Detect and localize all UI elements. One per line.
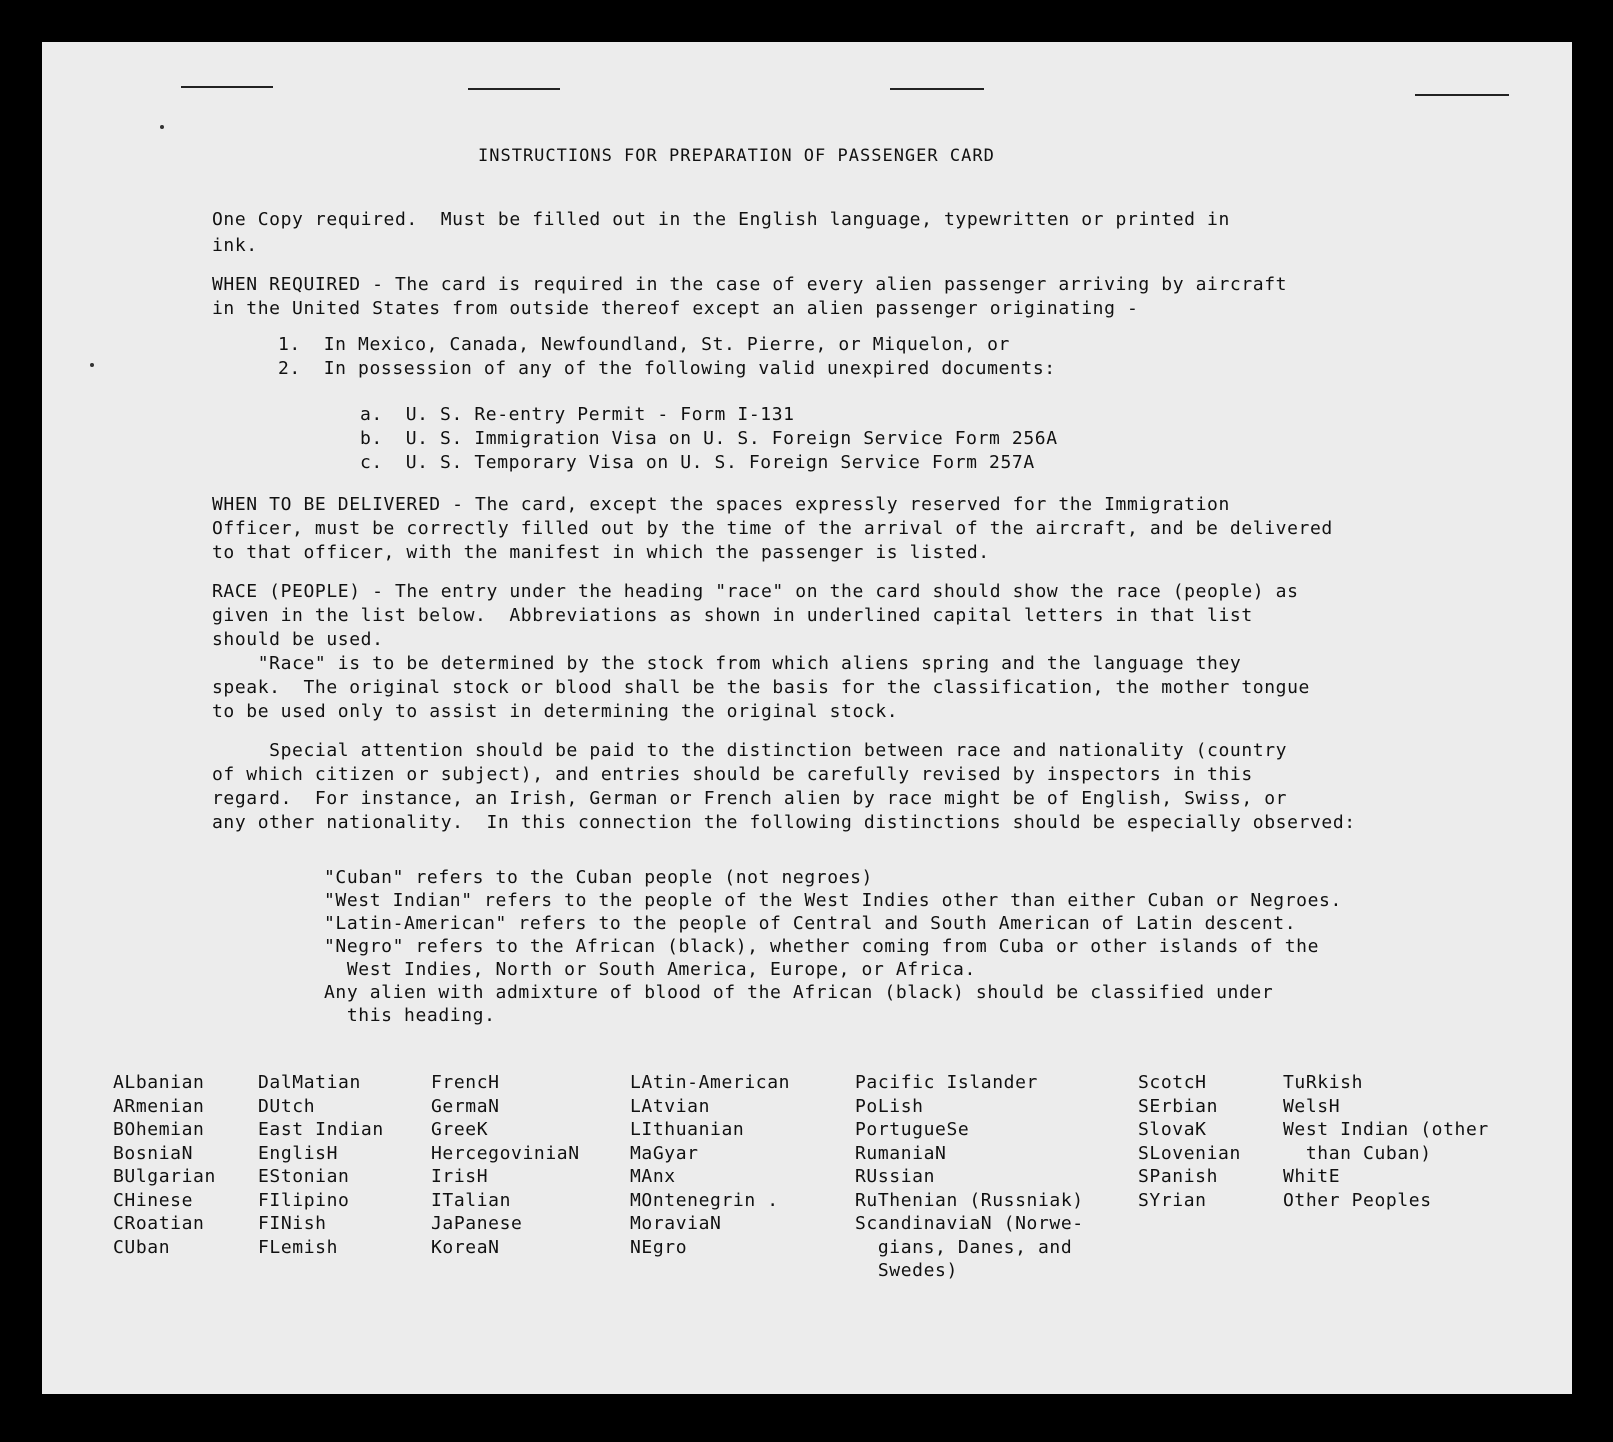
race-list-item: LAtin-American (630, 1072, 791, 1093)
race-people-line: given in the list below. Abbreviations as shown in underlined capital letters in that list (212, 605, 1253, 626)
when-delivered-line: to that officer, with the manifest in which the passenger is listed. (212, 542, 990, 563)
race-list-item: ScandinaviaN (Norwe- (855, 1213, 1084, 1234)
scan-mark (468, 88, 560, 90)
distinction-line: "Cuban" refers to the Cuban people (not negroes) (324, 867, 873, 888)
race-list-column-2 (258, 1071, 384, 1259)
race-list-item: HercegoviniaN (431, 1142, 580, 1164)
special-attention-line: any other nationality. In this connection the following distinctions should be especially observed: (212, 812, 1356, 833)
race-list-column-7 (1283, 1071, 1489, 1212)
race-list-item: MoraviaN (630, 1213, 722, 1234)
scan-dot (90, 363, 94, 367)
race-list-item: GreeK (431, 1119, 489, 1140)
race-list-item: PoLish (855, 1095, 924, 1117)
distinction-line: "Latin-American" refers to the people of Central and South American of Latin descent. (324, 913, 1297, 934)
race-list-item: JaPanese (431, 1213, 523, 1234)
race-list-item: Other Peoples (1283, 1189, 1432, 1211)
race-list-item: RuThenian (Russniak) (855, 1189, 1084, 1211)
race-list-item: than Cuban) (1283, 1142, 1432, 1164)
race-list-column-6 (1138, 1071, 1241, 1212)
race-list-item: GermaN (431, 1095, 500, 1117)
race-list-item: MAnx (630, 1166, 676, 1187)
race-list-column-3 (431, 1071, 580, 1259)
scan-mark (890, 88, 984, 90)
race-list-item: ALbanian (113, 1072, 205, 1093)
race-list-item: Pacific Islander (855, 1072, 1038, 1093)
distinction-line: West Indies, North or South America, Europe, or Africa. (324, 959, 976, 980)
when-delivered-line: WHEN TO BE DELIVERED - The card, except the spaces expressly reserved for the Immigration (212, 494, 1230, 515)
distinction-line: this heading. (324, 1005, 496, 1026)
intro-line: ink. (212, 235, 258, 256)
race-list-item: CUban (113, 1236, 171, 1258)
race-list-item: FIlipino (258, 1189, 350, 1211)
special-attention-line: Special attention should be paid to the distinction between race and nationality (country (212, 740, 1288, 761)
race-list-item: KoreaN (431, 1236, 500, 1258)
race-list-item: ARmenian (113, 1095, 205, 1117)
race-list-item: EStonian (258, 1166, 350, 1187)
race-list-item: FINish (258, 1213, 327, 1234)
race-list-item: SPanish (1138, 1166, 1219, 1187)
scan-mark (181, 86, 273, 88)
race-definition-line: "Race" is to be determined by the stock from which aliens spring and the language they (212, 653, 1242, 674)
race-list-item: CHinese (113, 1189, 194, 1211)
race-list-column-1 (113, 1071, 216, 1259)
race-list-item: BosniaN (113, 1142, 194, 1164)
race-definition-line: to be used only to assist in determining the original stock. (212, 701, 899, 722)
document-item: c. U. S. Temporary Visa on U. S. Foreign Service Form 257A (360, 452, 1035, 473)
race-people-line: should be used. (212, 629, 384, 650)
race-list-item: ITalian (431, 1189, 512, 1211)
when-required-line: in the United States from outside thereof except an alien passenger originating - (212, 298, 1139, 319)
race-list-item: PortugueSe (855, 1119, 970, 1140)
race-list-item: NEgro (630, 1236, 688, 1258)
race-list-item: MaGyar (630, 1142, 699, 1164)
race-list-item: BUlgarian (113, 1166, 216, 1187)
race-list-item: West Indian (other (1283, 1119, 1489, 1140)
race-list-item: FrencH (431, 1072, 500, 1093)
race-list-item: RUssian (855, 1166, 936, 1187)
race-list-item: BOhemian (113, 1119, 205, 1140)
race-list-item: gians, Danes, and (855, 1236, 1073, 1258)
race-list-item: DUtch (258, 1095, 316, 1117)
race-list-item: RumaniaN (855, 1142, 947, 1164)
document-item: b. U. S. Immigration Visa on U. S. Foreign Service Form 256A (360, 428, 1058, 449)
condition-item: 2. In possession of any of the following valid unexpired documents: (278, 358, 1056, 379)
race-list-item: DalMatian (258, 1072, 361, 1093)
when-required-line: WHEN REQUIRED - The card is required in the case of every alien passenger arriving by aircraft (212, 274, 1288, 295)
race-list-column-5 (855, 1071, 1084, 1283)
distinction-line: "Negro" refers to the African (black), whether coming from Cuba or other islands of the (324, 936, 1320, 957)
race-list-column-4 (630, 1071, 790, 1259)
scan-dot (160, 125, 164, 129)
race-list-item: MOntenegrin . (630, 1189, 779, 1211)
special-attention-line: of which citizen or subject), and entries should be carefully revised by inspectors in this (212, 764, 1253, 785)
page-title: INSTRUCTIONS FOR PREPARATION OF PASSENGER CARD (478, 146, 995, 166)
race-list-item: SlovaK (1138, 1119, 1207, 1140)
scan-mark (1415, 94, 1509, 96)
race-list-item: EnglisH (258, 1142, 339, 1164)
race-list-item: LAtvian (630, 1095, 711, 1117)
distinction-line: "West Indian" refers to the people of the West Indies other than either Cuban or Negroes. (324, 890, 1342, 911)
distinction-line: Any alien with admixture of blood of the African (black) should be classified under (324, 982, 1274, 1003)
race-list-item: LIthuanian (630, 1119, 745, 1140)
race-people-line: RACE (PEOPLE) - The entry under the heading "race" on the card should show the race (people) as (212, 581, 1299, 602)
intro-line: One Copy required. Must be filled out in the English language, typewritten or printed in (212, 209, 1230, 230)
race-list-item: CRoatian (113, 1213, 205, 1234)
when-delivered-line: Officer, must be correctly filled out by the time of the arrival of the aircraft, and be delivered (212, 518, 1333, 539)
race-list-item: TuRkish (1283, 1072, 1364, 1093)
race-list-item: Swedes) (855, 1260, 958, 1281)
special-attention-line: regard. For instance, an Irish, German or French alien by race might be of English, Swiss, or (212, 788, 1288, 809)
race-list-item: SLovenian (1138, 1142, 1241, 1164)
race-list-item: SErbian (1138, 1095, 1219, 1117)
race-list-item: SYrian (1138, 1189, 1207, 1211)
document-item: a. U. S. Re-entry Permit - Form I-131 (360, 404, 795, 425)
race-list-item: ScotcH (1138, 1072, 1207, 1093)
race-list-item: IrisH (431, 1166, 489, 1187)
race-list-item: WelsH (1283, 1095, 1341, 1117)
race-list-item: East Indian (258, 1119, 384, 1140)
race-list-item: WhitE (1283, 1166, 1341, 1187)
race-list-item: FLemish (258, 1236, 339, 1258)
condition-item: 1. In Mexico, Canada, Newfoundland, St. Pierre, or Miquelon, or (278, 334, 1010, 355)
race-definition-line: speak. The original stock or blood shall be the basis for the classification, the mother tongue (212, 677, 1310, 698)
